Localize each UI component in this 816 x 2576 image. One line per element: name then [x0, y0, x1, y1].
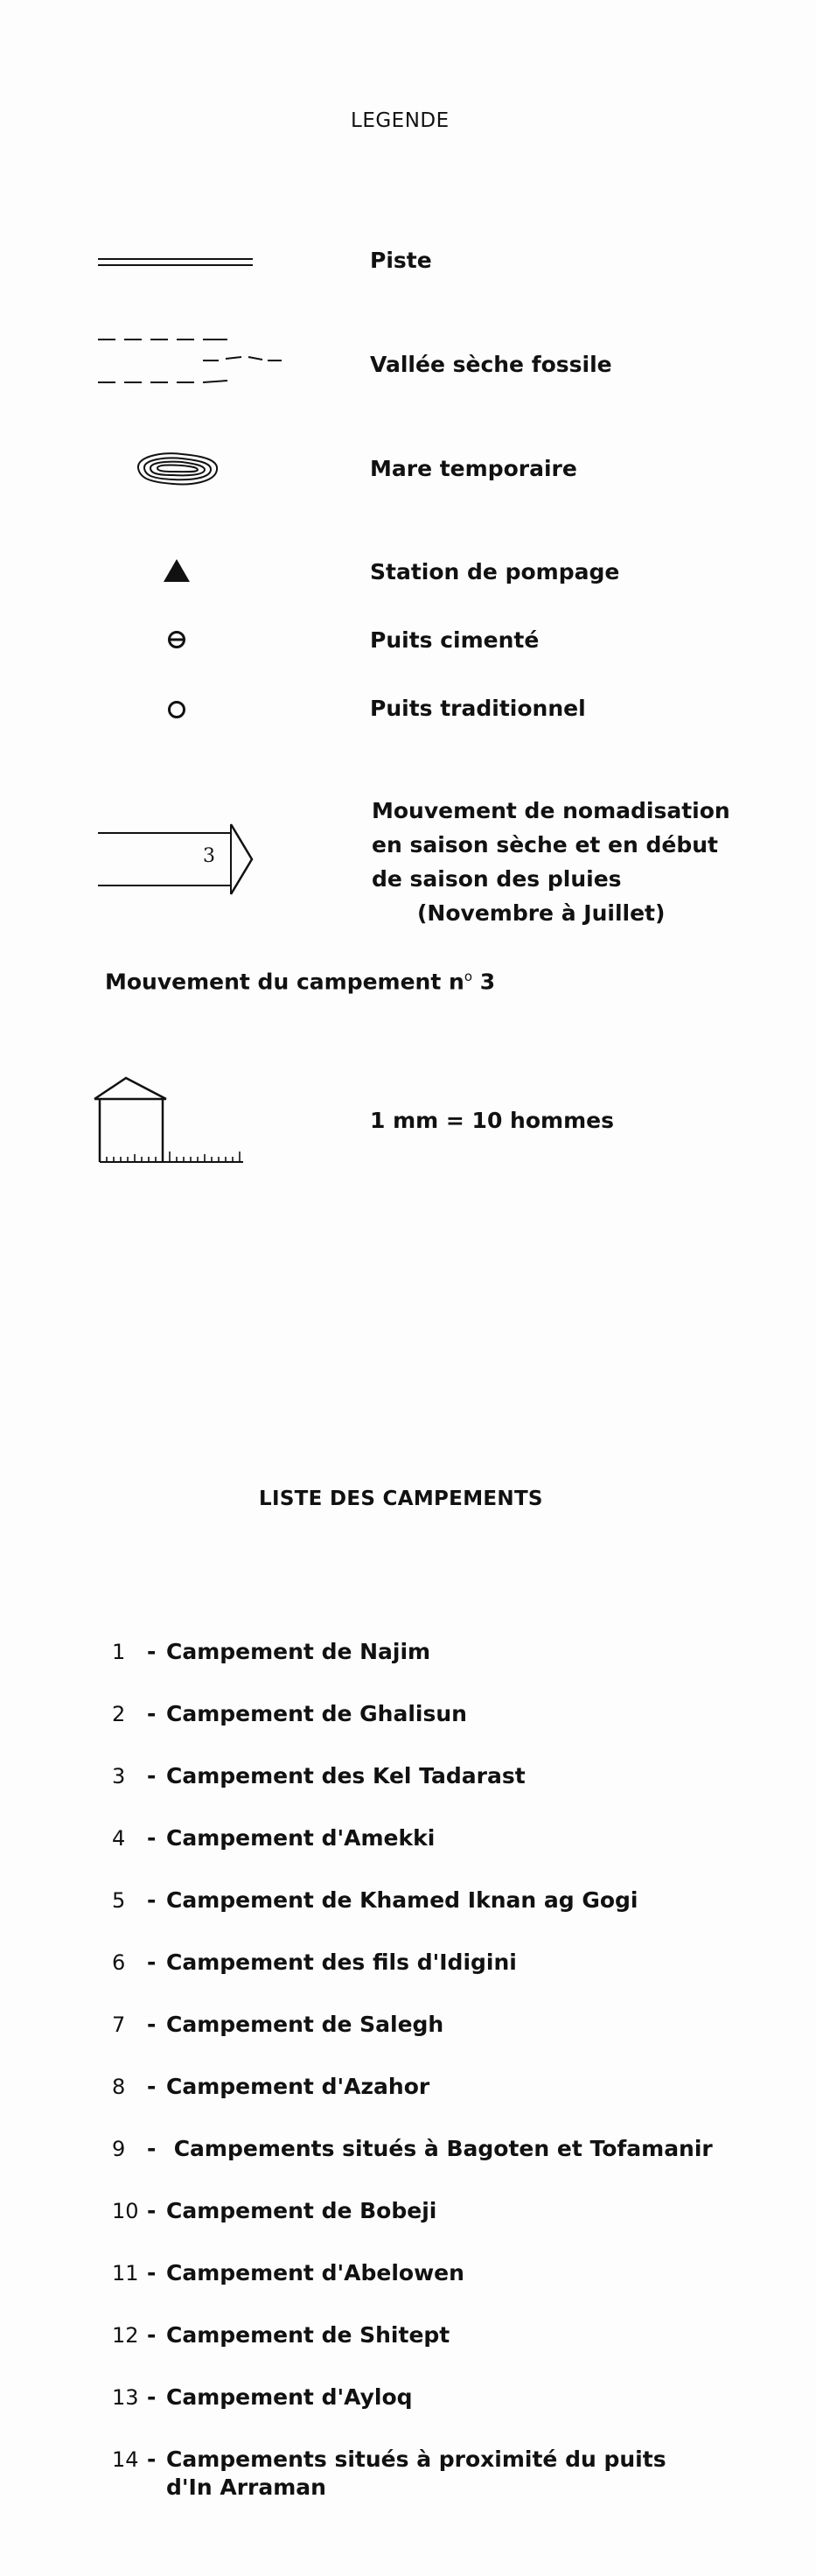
item-number: 7 — [112, 2012, 126, 2037]
piste-icon — [98, 254, 255, 271]
movement-arrow-icon — [96, 821, 258, 898]
item-number: 4 — [112, 1826, 126, 1851]
item-number: 14 — [112, 2447, 139, 2472]
campement-scale-icon — [93, 1076, 250, 1167]
item-number: 13 — [112, 2385, 139, 2410]
list-item: 5 - Campement de Khamed Iknan ag Gogi — [112, 1887, 638, 1913]
item-number: 5 — [112, 1888, 126, 1913]
item-text: Campement d'Abelowen — [166, 2260, 464, 2286]
list-item: 12 - Campement de Shitept — [112, 2322, 450, 2348]
legend-label-fossil-valley: Vallée sèche fossile — [370, 352, 612, 377]
scale-label: 1 mm = 10 hommes — [370, 1108, 614, 1133]
item-number: 2 — [112, 1702, 126, 1726]
movement-line-1: Mouvement de nomadisation — [372, 798, 730, 823]
item-number: 12 — [112, 2323, 139, 2348]
list-item: 2 - Campement de Ghalisun — [112, 1701, 467, 1726]
list-item: 4 - Campement d'Amekki — [112, 1825, 436, 1851]
fossil-valley-icon — [94, 332, 287, 394]
list-item: 10 - Campement de Bobeji — [112, 2198, 437, 2223]
item-text: Campement de Shitept — [166, 2322, 450, 2348]
movement-line-3: de saison des pluies — [372, 866, 622, 892]
legend-title: LEGENDE — [351, 109, 450, 132]
legend-label-pumping-station: Station de pompage — [370, 559, 620, 584]
item-text: Campement de Bobeji — [166, 2198, 437, 2223]
movement-arrow-number: 3 — [203, 845, 215, 867]
list-item: 7 - Campement de Salegh — [112, 2012, 444, 2037]
list-item: 9 - Campements situés à Bagoten et Tofamanir — [112, 2136, 713, 2161]
movement-caption-number: 3 — [472, 969, 496, 995]
list-item: 8 - Campement d'Azahor — [112, 2074, 430, 2099]
item-text: Campements situés à Bagoten et Tofamanir — [166, 2136, 713, 2161]
cemented-well-icon — [167, 630, 186, 649]
movement-caption-superscript: o — [464, 969, 472, 984]
item-number: 8 — [112, 2075, 126, 2099]
item-number: 1 — [112, 1640, 126, 1664]
campements-title: LISTE DES CAMPEMENTS — [259, 1488, 543, 1510]
item-number: 10 — [112, 2199, 139, 2223]
list-item: 6 - Campement des fils d'Idigini — [112, 1950, 517, 1975]
legend-label-piste: Piste — [370, 248, 432, 273]
legend-label-traditional-well: Puits traditionnel — [370, 696, 586, 721]
item-number: 6 — [112, 1950, 126, 1975]
list-item: 1 - Campement de Najim — [112, 1639, 431, 1664]
list-item: 13 - Campement d'Ayloq — [112, 2384, 413, 2410]
legend-label-temporary-pond: Mare temporaire — [370, 456, 577, 481]
item-number: 3 — [112, 1764, 126, 1788]
legend-label-cemented-well: Puits cimenté — [370, 627, 540, 653]
item-text: Campement de Ghalisun — [166, 1701, 467, 1726]
item-text: Campement de Salegh — [166, 2012, 444, 2037]
movement-caption-text: Mouvement du campement n — [105, 969, 464, 995]
item-text: Campement des fils d'Idigini — [166, 1950, 517, 1975]
item-text: Campement d'Amekki — [166, 1825, 436, 1851]
list-item: 3 - Campement des Kel Tadarast — [112, 1763, 526, 1788]
list-item: 14 - Campements situés à proximité du puits d'In Arraman — [112, 2446, 777, 2501]
item-text: Campements situés à proximité du puits — [166, 2446, 666, 2472]
temporary-pond-icon — [129, 449, 220, 487]
list-item: 11 - Campement d'Abelowen — [112, 2260, 464, 2286]
item-number: 11 — [112, 2261, 139, 2286]
item-number: 9 — [112, 2137, 126, 2161]
item-text: Campement des Kel Tadarast — [166, 1763, 526, 1788]
traditional-well-icon — [167, 700, 186, 719]
movement-line-2: en saison sèche et en début — [372, 832, 719, 858]
item-text: Campement de Khamed Iknan ag Gogi — [166, 1887, 638, 1913]
item-text: Campement de Najim — [166, 1639, 431, 1664]
movement-caption — [105, 960, 495, 998]
item-text: Campement d'Azahor — [166, 2074, 430, 2099]
movement-line-4: (Novembre à Juillet) — [417, 900, 666, 926]
movement-description — [372, 794, 730, 930]
pumping-station-icon — [163, 558, 191, 583]
item-text: Campement d'Ayloq — [166, 2384, 413, 2410]
item-text-continued: d'In Arraman — [166, 2474, 326, 2500]
